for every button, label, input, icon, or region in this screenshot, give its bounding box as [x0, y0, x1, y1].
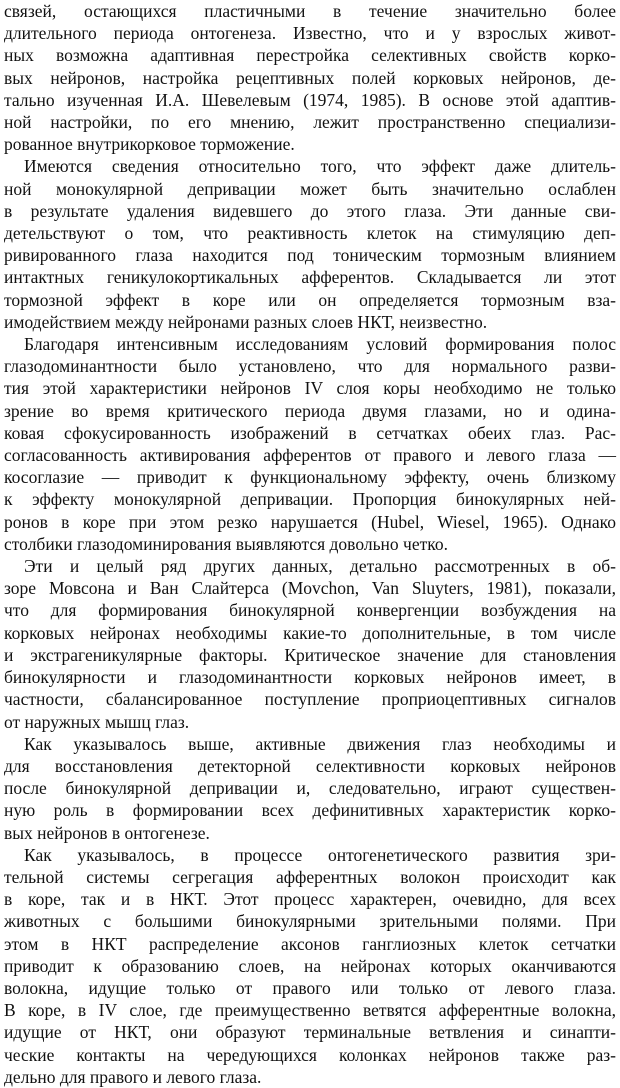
paragraph-5 [4, 733, 616, 844]
text-line: косоглазие — приводит к функциональному эффекту, очень близкому [4, 467, 616, 488]
text-line: в коре, так и в НКТ. Этот процесс характерен, очевидно, для всех [4, 889, 616, 910]
text-line: частности, сбалансированное поступление проприоцептивных сигналов [4, 689, 616, 710]
text-line: ривированного глаза находится под тоническим тормозным влиянием [4, 245, 616, 266]
text-line: что для формирования бинокулярной конвергенции возбуждения на [4, 600, 616, 621]
text-line: приводит к образованию слоев, на нейронах которых оканчиваются [4, 955, 616, 976]
text-line: бинокулярности и глазодоминантности корковых нейронов имеет, в [4, 667, 616, 688]
text-line: связей, остающихся пластичными в течение значительно более [4, 1, 616, 21]
text-line: от наружных мышц глаз. [4, 711, 190, 732]
text-line: зрение во время критического периода двумя глазами, но и одина- [4, 400, 616, 421]
text-line: в результате удаления видевшего до этого глаза. Эти данные сви- [4, 200, 616, 221]
text-line: ную роль в формировании всех дефинитивных характеристик корко- [4, 800, 616, 821]
text-line: к эффекту монокулярной депривации. Пропорция бинокулярных ней- [4, 489, 616, 510]
text-line: ковая сфокусированность изображений в сетчатках обеих глаз. Рас- [4, 422, 616, 443]
text-line: животных с большими бинокулярными зрительными полями. При [4, 911, 616, 932]
text-line: ных возможна адаптивная перестройка селективных свойств корко- [4, 45, 616, 66]
text-line: Как указывалось, в процессе онтогенетического развития зри- [24, 844, 616, 865]
text-line: вых нейронов в онтогенезе. [4, 822, 210, 843]
paragraph-2 [4, 155, 616, 333]
text-line: детельствуют о том, что реактивность клеток на стимуляцию деп- [4, 223, 616, 244]
text-line: Эти и целый ряд других данных, детально рассмотренных в об- [24, 556, 616, 577]
text-line: ческие контакты на чередующихся колонках нейронов также раз- [4, 1044, 616, 1065]
paragraph-3 [4, 333, 616, 555]
text-line: рованное внутрикорковое торможение. [4, 134, 295, 155]
paragraph-4 [4, 555, 616, 733]
text-line: волокна, идущие только от правого или только от левого глаза. [4, 977, 616, 998]
text-line: глазодоминантности было установлено, что для нормального разви- [4, 356, 616, 377]
text-line: тально изученная И.А. Шевелевым (1974, 1985). В основе этой адаптив- [4, 89, 616, 110]
text-line: Как указывалось выше, активные движения глаз необходимы и [24, 733, 616, 754]
text-line: Благодаря интенсивным исследованиям условий формирования полос [24, 334, 616, 355]
text-line: корковых нейронах необходимы какие-то дополнительные, в том числе [4, 622, 616, 643]
text-line: зоре Мовсона и Ван Слайтерса (Movchon, Van Sluyters, 1981), показали, [4, 578, 616, 599]
text-line: Имеются сведения относительно того, что эффект даже длитель- [24, 156, 616, 177]
text-line: идущие от НКТ, они образуют терминальные ветвления и синапти- [4, 1022, 616, 1043]
text-line: ронов в коре при этом резко нарушается (Hubel, Wiesel, 1965). Однако [4, 511, 616, 532]
text-line: столбики глазодоминирования выявляются довольно четко. [4, 533, 448, 554]
text-line: дельно для правого и левого глаза. [4, 1066, 262, 1087]
text-line: тельной системы сегрегация афферентных волокон происходит как [4, 866, 616, 887]
text-line: тормозной эффект в коре или он определяется тормозным вза- [4, 289, 616, 310]
text-line: и экстрагеникулярные факторы. Критическое значение для становления [4, 644, 616, 665]
text-line: этом в НКТ распределение аксонов ганглиозных клеток сетчатки [4, 933, 616, 954]
text-line: ной монокулярной депривации может быть значительно ослаблен [4, 178, 616, 199]
text-line: согласованность активирования афферентов от правого и левого глаза — [4, 445, 616, 466]
text-line: длительного периода онтогенеза. Известно, что и у взрослых живот- [4, 23, 616, 44]
text-line: имодействием между нейронами разных слоев НКТ, неизвестно. [4, 311, 488, 332]
text-line: после бинокулярной депривации и, следовательно, играют существен- [4, 778, 616, 799]
text-line: ной настройки, по его мнению, лежит пространственно специализи- [4, 112, 616, 133]
text-line: тия этой характеристики нейронов IV слоя коры необходимо не только [4, 378, 616, 399]
paragraph-1 [4, 0, 616, 155]
text-line: В коре, в IV слое, где преимущественно ветвятся афферентные волокна, [4, 1000, 616, 1021]
document-page [4, 0, 616, 1087]
paragraph-6 [4, 844, 616, 1088]
text-line: вых нейронов, настройка рецептивных полей корковых нейронов, де- [4, 67, 616, 88]
text-line: интактных геникулокортикальных афферентов. Складывается ли этот [4, 267, 616, 288]
text-line: для восстановления детекторной селективности корковых нейронов [4, 755, 616, 776]
